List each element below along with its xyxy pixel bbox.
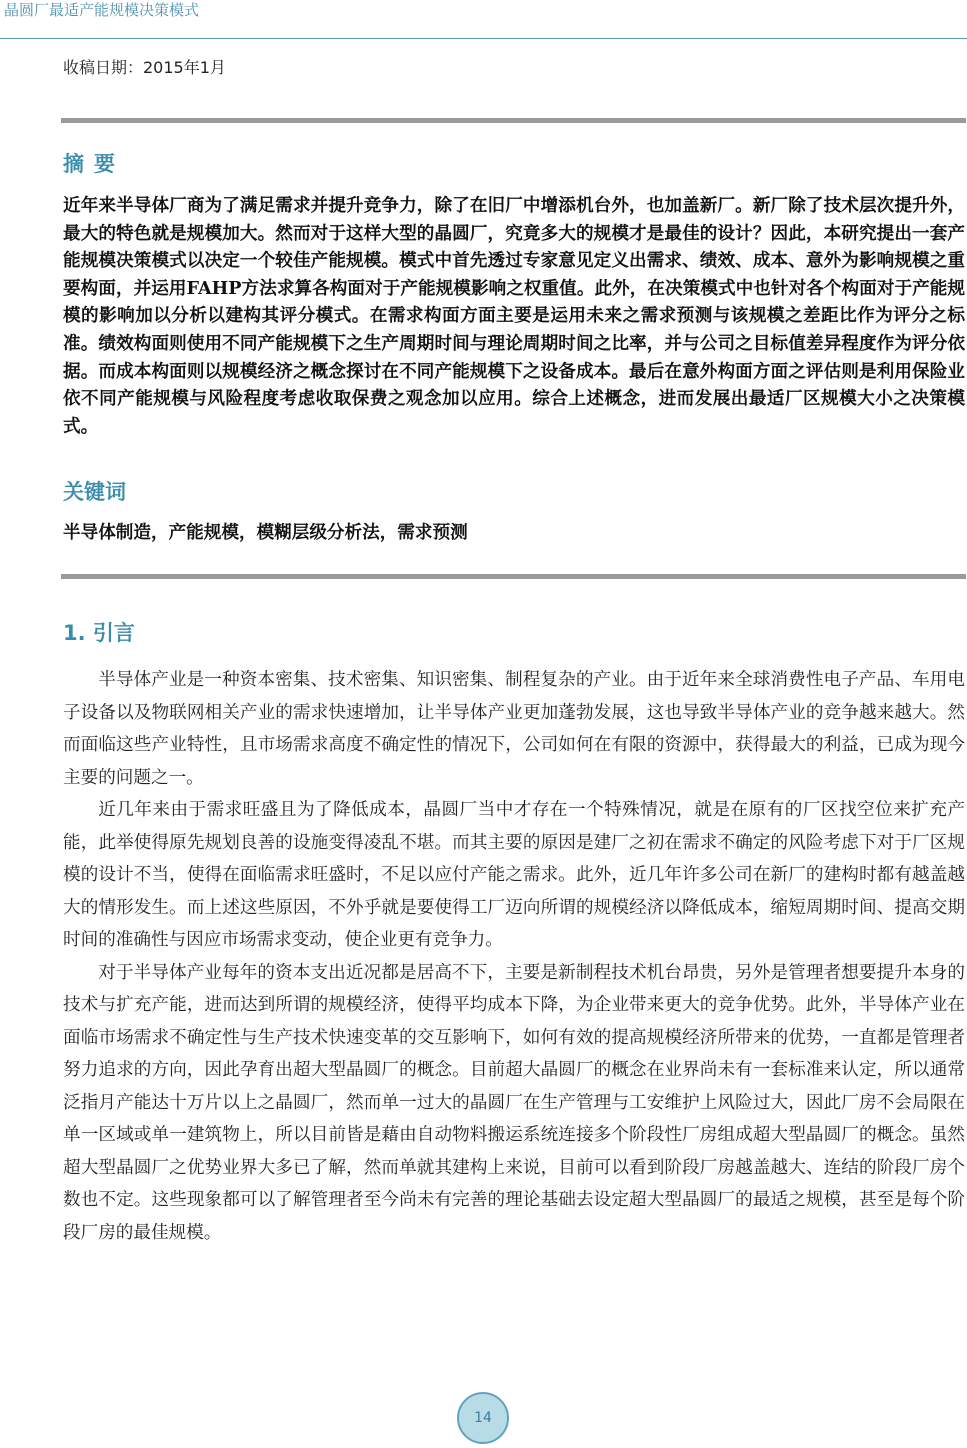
introduction-heading: 1. 引言: [63, 621, 135, 645]
paragraph: 对于半导体产业每年的资本支出近况都是居高不下，主要是新制程技术机台昂贵，另外是管理者想要提升本身的技术与扩充产能，进而达到所谓的规模经济，使得平均成本下降，为企业带来更大的竞争优势。此外，半导体产业在面临市场需求不确定性与生产技术快速变革的交互影响下，如何有效的提高规模经济所带来的优势，一直都是管理者努力追求的方向，因此孕育出超大型晶圆厂的概念。目前超大晶圆厂的概念在业界尚未有一套标准来认定，所以通常泛指月产能达十万片以上之晶圆厂，然而单一过大的晶圆厂在生产管理与工安维护上风险过大，因此厂房不会局限在单一区域或单一建筑物上，所以目前皆是藉由自动物料搬运系统连接多个阶段性厂房组成超大型晶圆厂的概念。虽然超大型晶圆厂之优势业界大多已了解，然而单就其建构上来说，目前可以看到阶段厂房越盖越大、连结的阶段厂房个数也不定。这些现象都可以了解管理者至今尚未有完善的理论基础去设定超大型晶圆厂的最适之规模，甚至是每个阶段厂房的最佳规模。: [63, 962, 965, 1243]
abstract-body: 近年来半导体厂商为了满足需求并提升竞争力，除了在旧厂中增添机台外，也加盖新厂。新厂除了技术层次提升外，最大的特色就是规模加大。然而对于这样大型的晶圆厂，究竟多大的规模才是最佳的设计？因此，本研究提出一套产能规模决策模式以决定一个较佳产能规模。模式中首先透过专家意见定义出需求、绩效、成本、意外为影响规模之重要构面，并运用FAHP方法求算各构面对于产能规模影响之权重值。此外，在决策模式中也针对各个构面对于产能规模的影响加以分析以建构其评分模式。在需求构面方面主要是运用未来之需求预测与该规模之差距比作为评分之标准。绩效构面则使用不同产能规模下之生产周期时间与理论周期时间之比率，并与公司之目标值差异程度作为评分依据。而成本构面则以规模经济之概念探讨在不同产能规模下之设备成本。最后在意外构面方面之评估则是利用保险业依不同产能规模与风险程度考虑收取保费之观念加以应用。综合上述概念，进而发展出最适厂区规模大小之决策模式。: [63, 195, 965, 437]
keywords-body: 半导体制造，产能规模，模糊层级分析法，需求预测: [63, 522, 468, 543]
running-title: 晶圆厂最适产能规模决策模式: [4, 1, 200, 19]
divider-bottom: [61, 574, 966, 579]
page-number-badge: [457, 1392, 509, 1444]
running-header: [0, 0, 967, 39]
abstract-heading: 摘要: [63, 152, 125, 176]
paragraph: 近几年来由于需求旺盛且为了降低成本，晶圆厂当中才存在一个特殊情况，就是在原有的厂区找空位来扩充产能，此举使得原先规划良善的设施变得凌乱不堪。而其主要的原因是建厂之初在需求不确定的风险考虑下对于厂区规模的设计不当，使得在面临需求旺盛时，不足以应付产能之需求。此外，近几年许多公司在新厂的建构时都有越盖越大的情形发生。而上述这些原因，不外乎就是要使得工厂迈向所谓的规模经济以降低成本，缩短周期时间、提高交期时间的准确性与因应市场需求变动，使企业更有竞争力。: [63, 800, 965, 950]
introduction-body: [63, 664, 965, 1249]
keywords-heading: 关键词: [63, 480, 126, 504]
received-date: 收稿日期：2015年1月: [63, 58, 226, 77]
divider-top: [61, 118, 966, 123]
paragraph: 半导体产业是一种资本密集、技术密集、知识密集、制程复杂的产业。由于近年来全球消费性电子产品、车用电子设备以及物联网相关产业的需求快速增加，让半导体产业更加蓬勃发展，这也导致半导体产业的竞争越来越大。然而面临这些产业特性，且市场需求高度不确定性的情况下，公司如何在有限的资源中，获得最大的利益，已成为现今主要的问题之一。: [63, 670, 965, 788]
page-number: 14: [474, 1410, 492, 1426]
